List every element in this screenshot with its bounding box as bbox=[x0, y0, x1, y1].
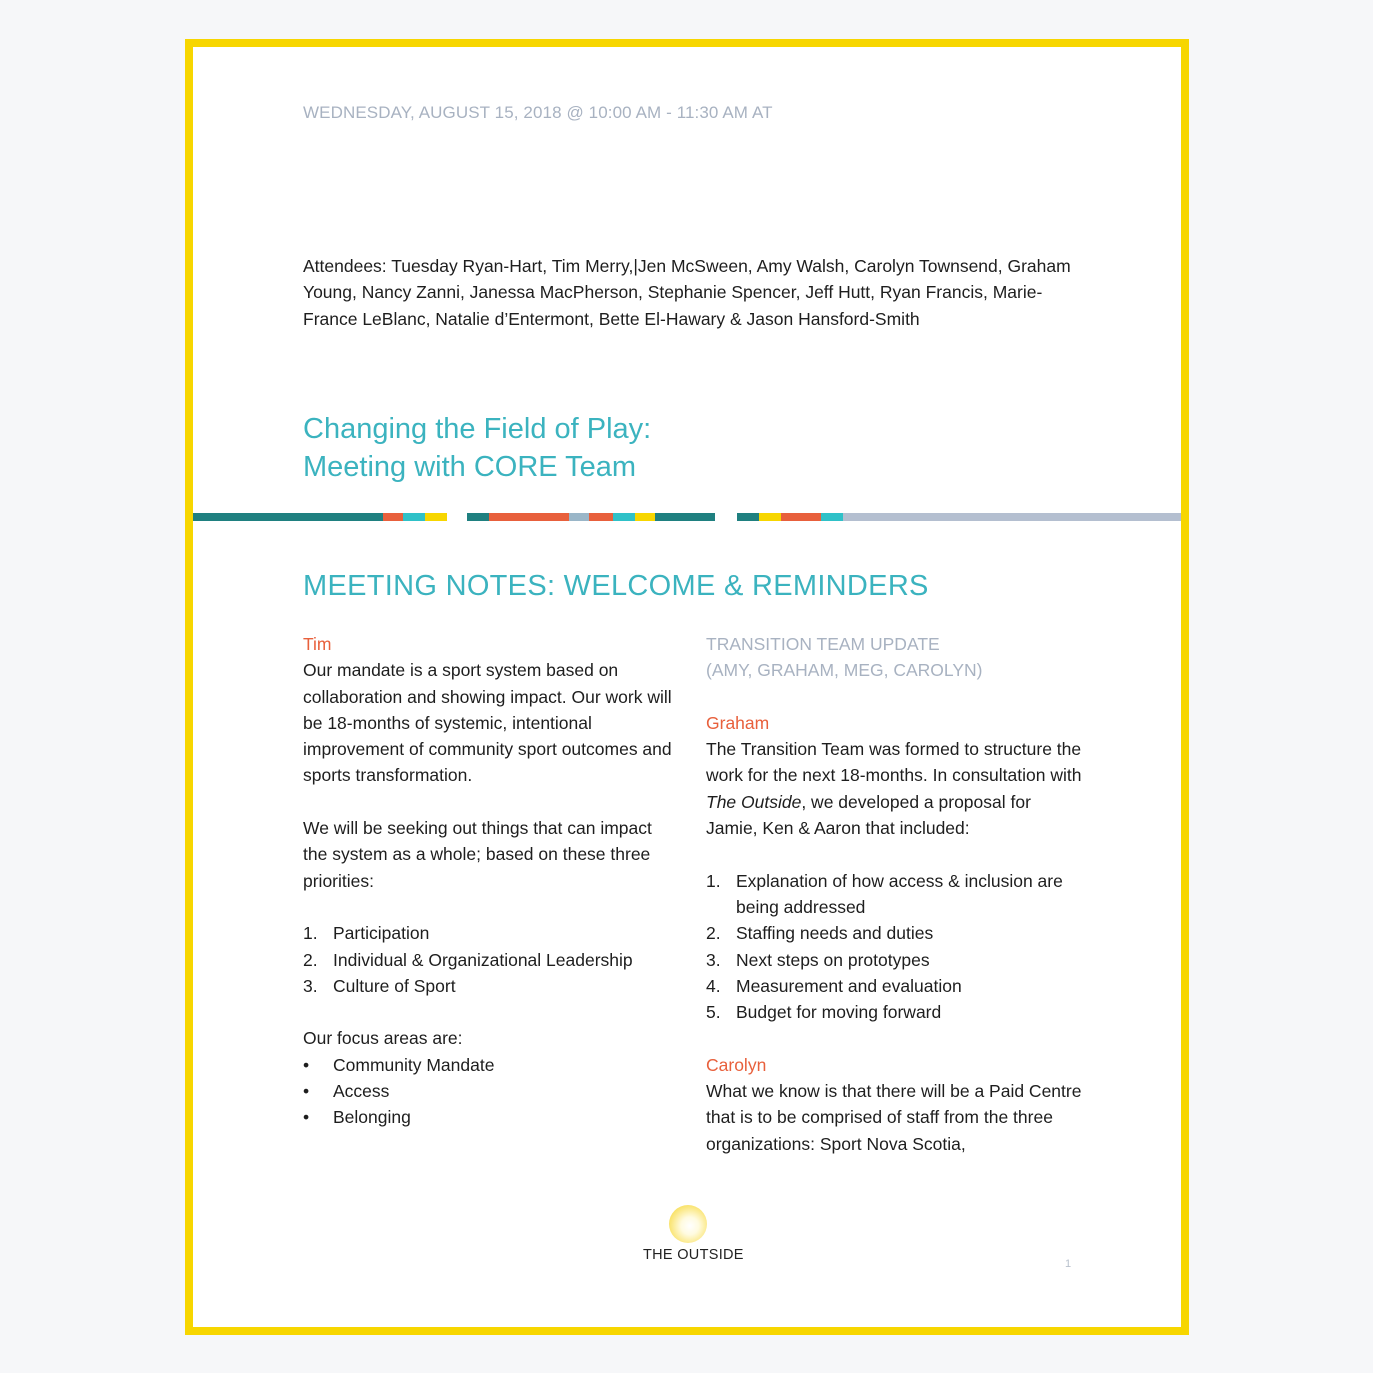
strip-segment-cyan bbox=[613, 513, 635, 521]
paragraph-part: , we developed a proposal for Jamie, Ken & Aaron that included: bbox=[706, 791, 1031, 839]
strip-segment-pattern bbox=[655, 513, 715, 521]
list-number: 5. bbox=[706, 1002, 721, 1023]
list-number: 4. bbox=[706, 975, 721, 996]
bullet-icon: • bbox=[303, 1054, 310, 1075]
section-title: MEETING NOTES: WELCOME & REMINDERS bbox=[303, 570, 929, 602]
list-number: 3. bbox=[303, 975, 318, 996]
list-text: Access bbox=[333, 1081, 390, 1102]
list-text: Culture of Sport bbox=[333, 975, 456, 996]
strip-segment-pattern bbox=[781, 513, 801, 521]
strip-segment-yellow bbox=[759, 513, 781, 521]
title-line-1: Changing the Field of Play: bbox=[303, 413, 652, 445]
list-text: Explanation of how access & inclusion are being addressed bbox=[736, 870, 1063, 917]
page-number: 1 bbox=[1065, 1258, 1072, 1270]
subhead: TRANSITION TEAM UPDATE bbox=[706, 634, 940, 654]
strip-segment-white bbox=[447, 513, 467, 521]
subhead-names: (AMY, GRAHAM, MEG, CAROLYN) bbox=[706, 660, 983, 681]
list-text: Participation bbox=[333, 923, 430, 944]
list-text: Measurement and evaluation bbox=[736, 975, 962, 996]
strip-segment-cyan bbox=[403, 513, 425, 521]
strip-segment-gray bbox=[843, 513, 1181, 521]
list-item bbox=[303, 920, 673, 946]
strip-segment-teal bbox=[467, 513, 489, 521]
list-number: 1. bbox=[706, 870, 721, 891]
organization-name: The Outside bbox=[706, 791, 802, 812]
list-number: 3. bbox=[706, 949, 721, 970]
list-item bbox=[303, 1104, 673, 1130]
list-text: Staffing needs and duties bbox=[736, 923, 934, 944]
list-item bbox=[303, 1078, 673, 1104]
list-text: Next steps on prototypes bbox=[736, 949, 930, 970]
strip-segment-white bbox=[715, 513, 737, 521]
paragraph: Our mandate is a sport system based on collaboration and showing impact. Our work will be 18-months of systemic, intentional improvement of community sport outcomes and sports transformation. bbox=[303, 660, 672, 786]
document-title bbox=[303, 410, 651, 486]
right-column bbox=[706, 631, 1086, 1157]
list-item bbox=[303, 1052, 673, 1078]
title-line-2: Meeting with CORE Team bbox=[303, 451, 637, 483]
list-item bbox=[706, 947, 1086, 973]
list-item bbox=[706, 973, 1086, 999]
bullet-icon: • bbox=[303, 1107, 310, 1128]
strip-segment-yellow bbox=[635, 513, 655, 521]
strip-segment-blue bbox=[569, 513, 589, 521]
logo-text: THE OUTSIDE bbox=[643, 1247, 744, 1263]
bullet-icon: • bbox=[303, 1081, 310, 1102]
list-text: Individual & Organizational Leadership bbox=[333, 949, 633, 970]
proposal-list bbox=[706, 868, 1086, 1026]
list-item bbox=[706, 868, 1086, 921]
document-page bbox=[185, 39, 1189, 1335]
paragraph: We will be seeking out things that can impact the system as a whole; based on these three priorities: bbox=[303, 818, 652, 891]
sun-icon bbox=[669, 1205, 707, 1243]
speaker-name: Carolyn bbox=[706, 1054, 767, 1075]
strip-segment-cyan bbox=[821, 513, 843, 521]
list-text: Belonging bbox=[333, 1107, 411, 1128]
paragraph: What we know is that there will be a Paid Centre that is to be comprised of staff from the three organizations: Sport Nova Scotia, bbox=[706, 1081, 1082, 1154]
paragraph-part: The Transition Team was formed to structure the work for the next 18-months. In consultation with bbox=[706, 739, 1082, 786]
list-number: 2. bbox=[303, 949, 318, 970]
focus-list bbox=[303, 1052, 673, 1131]
priorities-list bbox=[303, 920, 673, 999]
list-number: 2. bbox=[706, 923, 721, 944]
list-item bbox=[303, 973, 673, 999]
list-text: Community Mandate bbox=[333, 1054, 495, 1075]
strip-segment-teal bbox=[193, 513, 383, 521]
list-number: 1. bbox=[303, 923, 318, 944]
strip-segment-pattern bbox=[383, 513, 403, 521]
list-item bbox=[706, 999, 1086, 1025]
meeting-dateline: WEDNESDAY, AUGUST 15, 2018 @ 10:00 AM - 11:30 AM AT bbox=[303, 103, 773, 122]
strip-segment-pattern bbox=[489, 513, 569, 521]
list-item bbox=[706, 920, 1086, 946]
decorative-pattern-strip bbox=[193, 513, 1181, 521]
strip-segment-teal bbox=[737, 513, 759, 521]
list-text: Budget for moving forward bbox=[736, 1002, 942, 1023]
the-outside-logo bbox=[643, 1205, 744, 1263]
strip-segment-orange bbox=[801, 513, 821, 521]
attendees-list: Attendees: Tuesday Ryan-Hart, Tim Merry,|Jen McSween, Amy Walsh, Carolyn Townsend, Graham Young, Nancy Zanni, Janessa MacPherson, Stephanie Spencer, Jeff Hutt, Ryan Francis, Marie-France LeBlanc, Natalie d’Entermont, Bette El-Hawary & Jason Hansford-Smith bbox=[303, 256, 1071, 329]
left-column bbox=[303, 631, 673, 1131]
speaker-name: Tim bbox=[303, 634, 332, 654]
list-item bbox=[303, 947, 673, 973]
paragraph bbox=[706, 736, 1086, 841]
speaker-name: Graham bbox=[706, 712, 770, 733]
strip-segment-orange bbox=[589, 513, 613, 521]
focus-intro: Our focus areas are: bbox=[303, 1028, 463, 1049]
strip-segment-yellow bbox=[425, 513, 447, 521]
